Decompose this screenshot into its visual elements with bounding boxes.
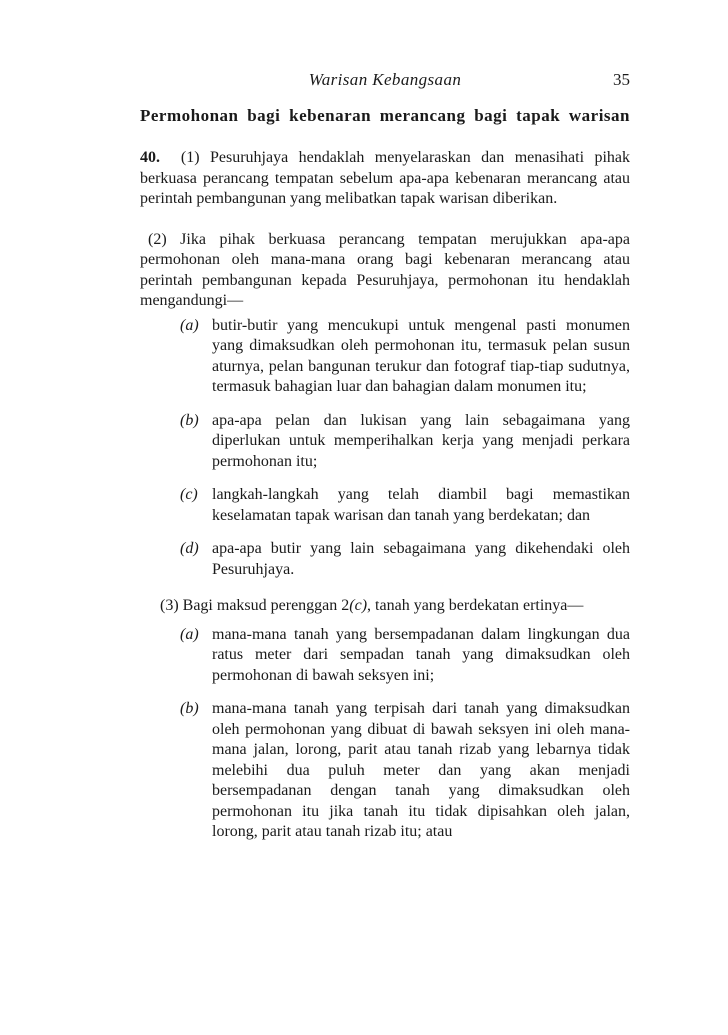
item-text: mana-mana tanah yang bersempadanan dalam lingkungan dua ratus meter dari sempadan tanah yang dimaksudkan oleh permohonan di bawah seksyen ini; [212, 625, 630, 684]
item-text: langkah-langkah yang telah diambil bagi memastikan keselamatan tapak warisan dan tanah yang berdekatan; dan [212, 486, 630, 524]
list-item [140, 485, 630, 526]
list-item [140, 539, 630, 580]
subsection-3-prefix: (3) Bagi maksud perenggan 2 [160, 597, 350, 614]
item-label: (b) [180, 411, 199, 429]
item-label: (d) [180, 540, 199, 557]
list-item [140, 411, 630, 473]
item-text: butir-butir yang mencukupi untuk mengenal pasti monumen yang dimaksudkan oleh permohonan itu, termasuk pelan susun aturnya, pelan bangunan terukur dan fotograf tiap-tiap sudutnya, termasuk bahagian luar dan bahagian dalam monumen itu; [212, 316, 630, 395]
section-body [140, 148, 630, 843]
section-number: 40. [140, 149, 160, 166]
section-heading: Permohonan bagi kebenaran merancang bagi tapak warisan [140, 106, 630, 125]
page-number: 35 [613, 70, 630, 89]
subsection-3 [160, 596, 630, 617]
running-title: Warisan Kebangsaan [308, 70, 462, 89]
list-item [140, 699, 630, 843]
item-text: apa-apa butir yang lain sebagaimana yang dikehendaki oleh Pesuruhjaya. [212, 540, 630, 578]
page-header [140, 70, 630, 94]
item-label: (a) [180, 316, 199, 334]
item-text: mana-mana tanah yang terpisah dari tanah yang dimaksudkan oleh permohonan yang dibuat di bawah seksyen ini oleh mana-mana jalan, lorong, parit atau tanah rizab yang lebarnya tidak melebihi dua puluh meter dan yang akan menjadi bersempadanan dengan tanah yang dimaksudkan oleh permohonan itu jika tanah itu tidak dipisahkan oleh jalan, lorong, parit atau tanah rizab itu; atau [212, 700, 630, 840]
list-item [140, 625, 630, 687]
list-item [140, 316, 630, 398]
item-label: (b) [180, 700, 199, 717]
subsection-2: (2) Jika pihak berkuasa perancang tempatan merujukkan apa-apa permohonan oleh mana-mana orang bagi kebenaran merancang atau perintah pembangunan kepada Pesuruhjaya, permohonan itu hendaklah mengandungi— [140, 230, 630, 309]
subsection-3-ref: (c) [349, 597, 368, 614]
subsection-1 [140, 148, 630, 210]
item-label: (c) [180, 486, 198, 503]
subsection-1-text: (1) Pesuruhjaya hendaklah menyelaraskan dan menasihati pihak berkuasa perancang tempatan sebelum apa-apa kebenaran merancang atau perintah pembangunan yang melibatkan tapak warisan diberikan. [140, 149, 630, 207]
item-text: apa-apa pelan dan lukisan yang lain sebagaimana yang diperlukan untuk memperihalkan kerja yang menjadi perkara permohonan itu; [212, 411, 630, 470]
item-label: (a) [180, 625, 199, 643]
subsection-3-suffix: , tanah yang berdekatan ertinya— [367, 597, 584, 614]
